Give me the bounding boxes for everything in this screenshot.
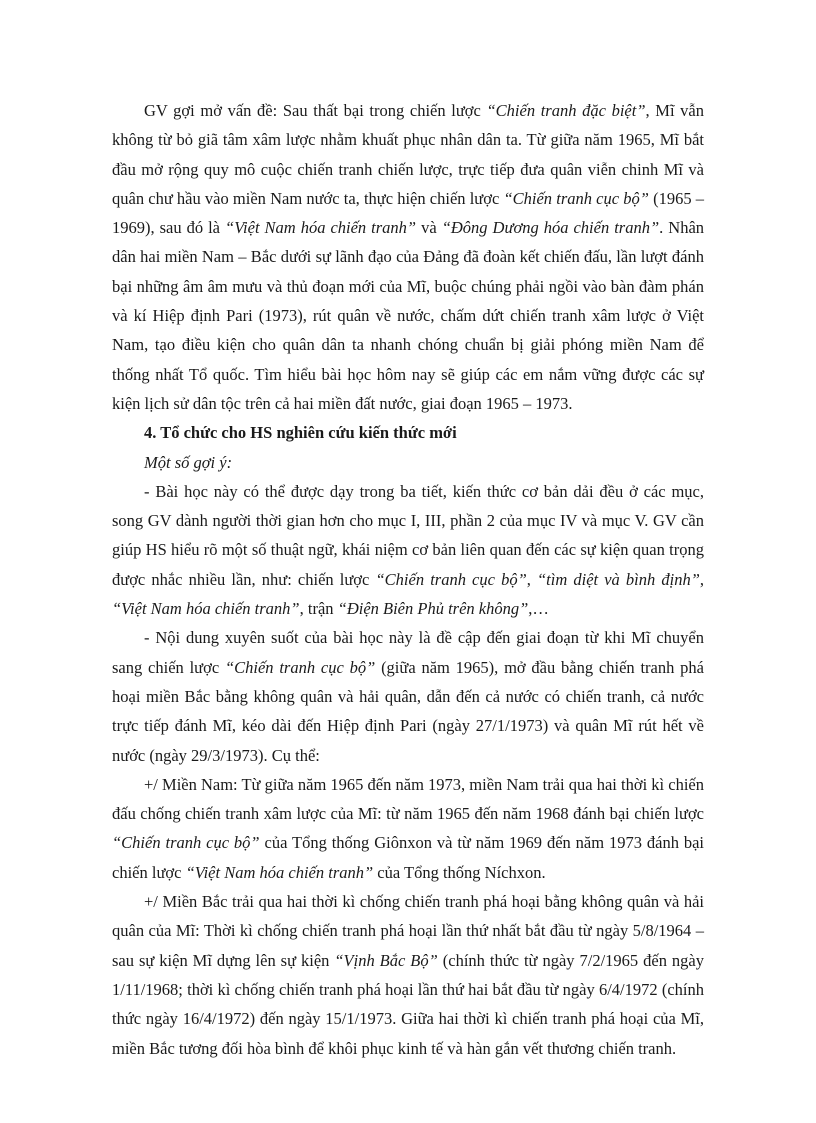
text-run: Một số gợi ý:	[144, 452, 233, 472]
document-page	[112, 96, 704, 1063]
text-run: - Bài học này có thể được dạy trong ba tiết, kiến thức cơ bản dải đều ở các mục, song GV dành người thời gian hơn cho mục I, III, phần 2 của mục IV và mục V. GV cần giúp HS hiểu rõ một số thuật ngữ, khái niệm cơ bản liên quan đến các sự kiện quan trọng được nhắc nhiều lần, như: chiến lược	[112, 481, 704, 589]
emphasized-term: “Chiến tranh cục bộ”	[112, 833, 260, 853]
lesson-scope-paragraph	[112, 477, 704, 623]
emphasized-term: “Việt Nam hóa chiến tranh”	[185, 862, 374, 882]
text-run: +/ Miền Nam: Từ giữa năm 1965 đến năm 1973, miền Nam trải qua hai thời kì chiến đấu chống chiến tranh xâm lược của Mĩ: từ năm 1965 đến năm 1968 đánh bại chiến lược	[112, 774, 704, 824]
text-run: (giữa năm 1965), mở đầu bằng chiến tranh phá hoại miền Bắc bằng không quân và hải quân, dẫn đến cả nước có chiến tranh, cả nước trực tiếp đánh Mĩ, kéo dài đến Hiệp định Pari (ngày 27/1/1973) và quân Mĩ rút hết về nước (ngày 29/3/1973). Cụ thể:	[112, 657, 704, 765]
lesson-content-paragraph	[112, 623, 704, 769]
text-run: và	[416, 218, 442, 238]
emphasized-term: “Chiến tranh cục bộ”	[375, 569, 527, 589]
text-run: ,	[699, 569, 705, 589]
text-run: +/ Miền Bắc trải qua hai thời kì chống chiến tranh phá hoại bằng không quân và hải quân của Mĩ: Thời kì chống chiến tranh phá hoại lần thứ nhất bắt đầu từ ngày 5/8/1964 – sau sự kiện Mĩ dựng lên sự kiện	[112, 892, 704, 970]
south-front-paragraph	[112, 770, 704, 887]
text-run: ,…	[528, 599, 549, 619]
emphasized-term: “Việt Nam hóa chiến tranh”	[225, 218, 417, 238]
text-run: (chính thức từ ngày 7/2/1965 đến ngày 1/11/1968; thời kì chống chiến tranh phá hoại lần thứ hai bắt đầu từ ngày 6/4/1972 (chính thức ngày 16/4/1972) đến ngày 15/1/1973. Giữa hai thời kì chiến tranh phá hoại của Mĩ, miền Bắc tương đối hòa bình để khôi phục kinh tế và hàn gắn vết thương chiến tranh.	[112, 950, 704, 1058]
emphasized-term: “tìm diệt và bình định”	[537, 569, 700, 589]
text-run: GV gợi mở vấn đề: Sau thất bại trong chiến lược	[144, 101, 487, 120]
text-run: . Nhân dân hai miền Nam – Bắc dưới sự lãnh đạo của Đảng đã đoàn kết chiến đấu, lần lượt đánh bại những âm âm mưu và thủ đoạn mới của Mĩ, buộc chúng phải ngồi vào bàn đàm phán và kí Hiệp định Pari (1973), rút quân về nước, chấm dứt chiến tranh xâm lược ở Việt Nam, tạo điều kiện cho quân dân ta nhanh chóng chuẩn bị giải phóng miền Nam để thống nhất Tổ quốc. Tìm hiểu bài học hôm nay sẽ giúp các em nắm vững được các sự kiện lịch sử dân tộc trên cả hai miền đất nước, giai đoạn 1965 – 1973.	[112, 218, 705, 413]
north-front-paragraph	[112, 887, 704, 1063]
emphasized-term: “Chiến tranh cục bộ”	[224, 657, 376, 677]
suggestions-subheading	[112, 448, 704, 477]
emphasized-term: “Điện Biên Phủ trên không”	[337, 599, 529, 619]
text-run: - Nội dung xuyên suốt của bài học này là đề cập đến giai đoạn từ khi Mĩ chuyển sang chiến lược	[112, 628, 704, 677]
intro-paragraph	[112, 96, 704, 418]
text-run: ,	[526, 569, 537, 589]
section-heading	[112, 418, 704, 447]
emphasized-term: “Vịnh Bắc Bộ”	[334, 950, 438, 970]
emphasized-term: “Chiến tranh cục bộ”	[503, 188, 649, 208]
emphasized-term: “Đông Dương hóa chiến tranh”	[441, 218, 660, 238]
emphasized-term: “Việt Nam hóa chiến tranh”	[112, 599, 300, 619]
text-run: , trận	[299, 599, 338, 619]
text-run: 4. Tổ chức cho HS nghiên cứu kiến thức mới	[144, 423, 457, 443]
text-run: (1965 – 1969), sau đó là	[112, 188, 704, 238]
text-run: , Mĩ vẫn không từ bỏ giã tâm xâm lược nhằm khuất phục nhân dân ta. Từ giữa năm 1965, Mĩ bắt đầu mở rộng quy mô cuộc chiến tranh chiến lược, trực tiếp đưa quân viễn chinh Mĩ và quân chư hầu vào miền Nam nước ta, thực hiện chiến lược	[112, 101, 704, 208]
emphasized-term: “Chiến tranh đặc biệt”	[486, 101, 646, 120]
text-run: của Tổng thống Giônxon và từ năm 1969 đến năm 1973 đánh bại chiến lược	[112, 833, 704, 882]
text-run: của Tổng thống Níchxon.	[373, 862, 546, 882]
